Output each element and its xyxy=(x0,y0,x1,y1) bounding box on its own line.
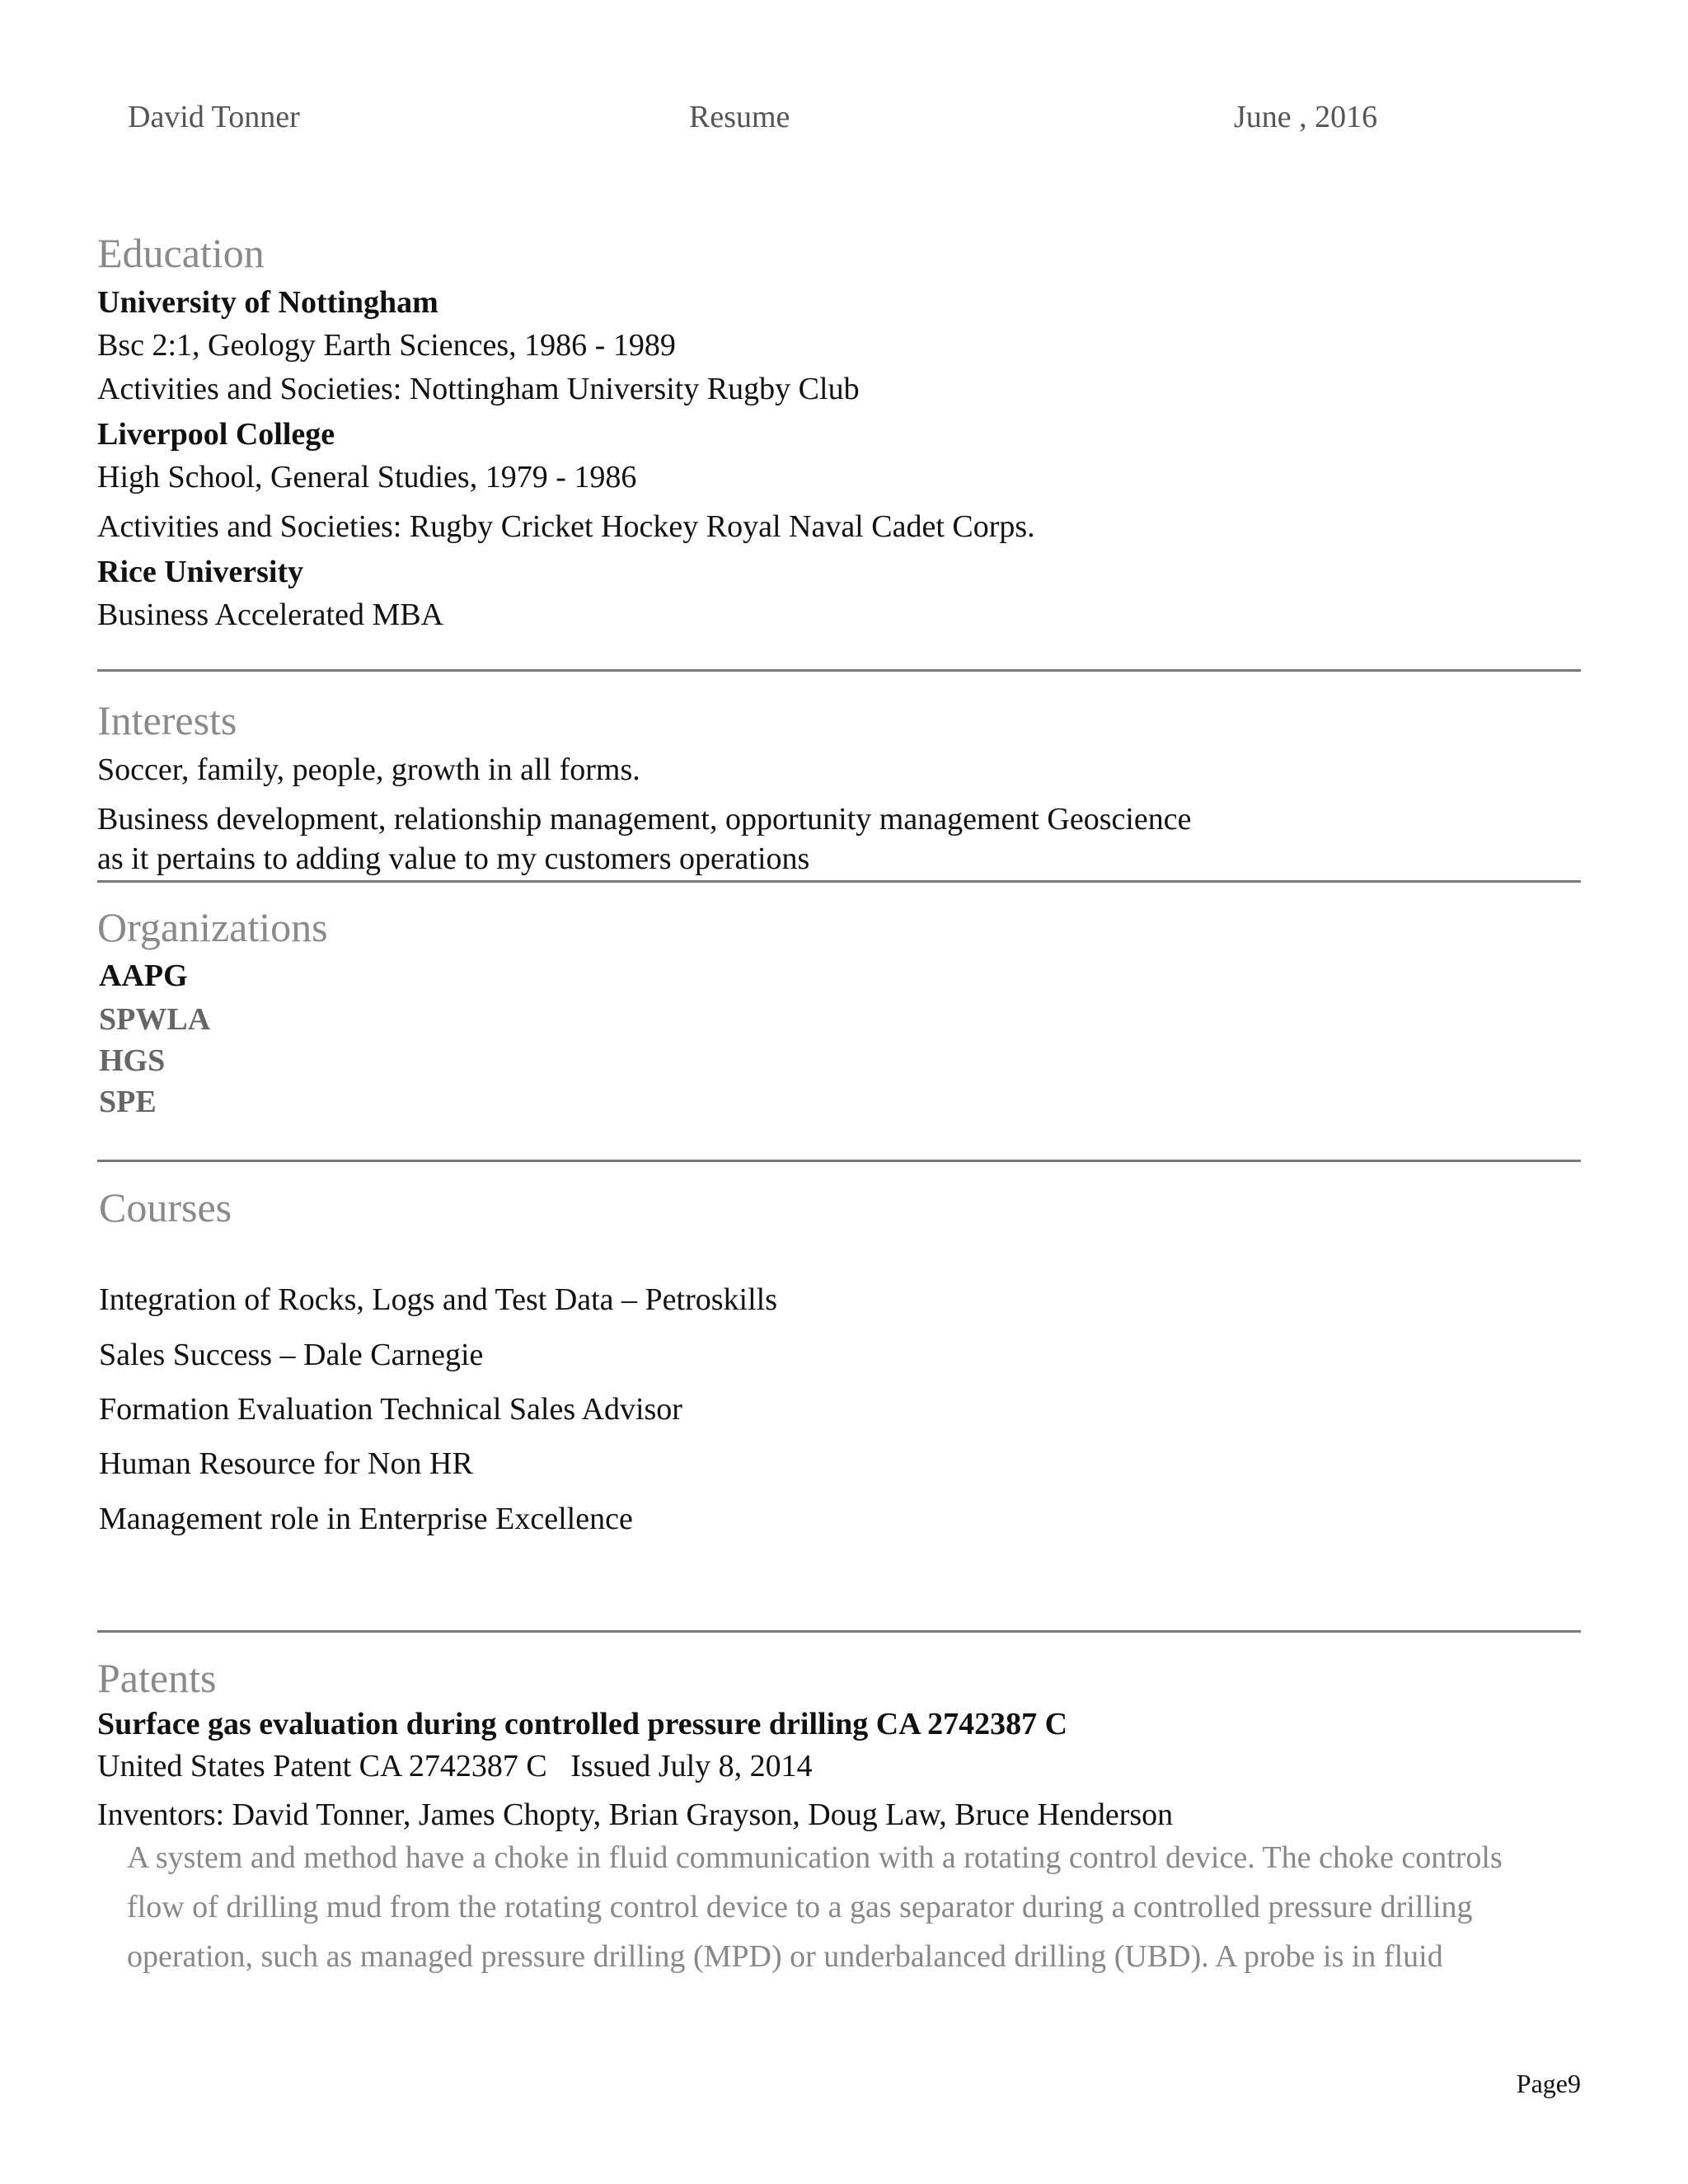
patent-issued: United States Patent CA 2742387 C Issued July 8, 2014 xyxy=(97,1749,813,1783)
section-divider xyxy=(97,1160,1581,1162)
education-activities: Activities and Societies: Nottingham University Rugby Club xyxy=(97,372,860,406)
course-item: Integration of Rocks, Logs and Test Data – Petroskills xyxy=(99,1282,778,1317)
education-school: University of Nottingham xyxy=(97,285,438,320)
page-number: Page9 xyxy=(1516,2069,1581,2098)
course-item: Human Resource for Non HR xyxy=(99,1446,473,1481)
course-item: Management role in Enterprise Excellence xyxy=(99,1502,633,1536)
patents-heading: Patents xyxy=(97,1655,217,1701)
course-item: Sales Success – Dale Carnegie xyxy=(99,1338,484,1372)
interests-line: Business development, relationship management, opportunity management Geoscience xyxy=(97,802,1192,837)
patent-abstract-line: flow of drilling mud from the rotating control device to a gas separator during a controlled pressure drilling xyxy=(127,1890,1473,1924)
interests-line: Soccer, family, people, growth in all forms. xyxy=(97,752,640,787)
education-school: Liverpool College xyxy=(97,417,335,452)
education-degree: Business Accelerated MBA xyxy=(97,598,444,632)
section-divider xyxy=(97,880,1581,883)
courses-heading: Courses xyxy=(99,1184,232,1230)
section-divider xyxy=(97,669,1581,672)
organization-item: SPE xyxy=(99,1085,157,1119)
education-degree: Bsc 2:1, Geology Earth Sciences, 1986 - 1989 xyxy=(97,328,676,363)
education-school: Rice University xyxy=(97,555,304,589)
organization-item: HGS xyxy=(99,1043,166,1078)
education-activities: Activities and Societies: Rugby Cricket Hockey Royal Naval Cadet Corps. xyxy=(97,509,1035,544)
header-doc-type: Resume xyxy=(689,100,790,134)
interests-line: as it pertains to adding value to my customers operations xyxy=(97,841,810,876)
header-date: June , 2016 xyxy=(1234,100,1378,134)
patent-abstract-line: A system and method have a choke in fluid communication with a rotating control device. The choke controls xyxy=(127,1840,1503,1875)
patent-title: Surface gas evaluation during controlled pressure drilling CA 2742387 C xyxy=(97,1707,1068,1741)
organization-item: AAPG xyxy=(99,958,188,993)
course-item: Formation Evaluation Technical Sales Advisor xyxy=(99,1392,682,1427)
interests-heading: Interests xyxy=(97,697,237,743)
organization-item: SPWLA xyxy=(99,1002,211,1037)
patent-inventors: Inventors: David Tonner, James Chopty, Brian Grayson, Doug Law, Bruce Henderson xyxy=(97,1797,1174,1832)
section-divider xyxy=(97,1630,1581,1633)
education-heading: Education xyxy=(97,230,265,276)
patent-abstract xyxy=(127,1833,1594,1981)
organizations-heading: Organizations xyxy=(97,904,328,950)
patent-abstract-line: operation, such as managed pressure drilling (MPD) or underbalanced drilling (UBD). A probe is in fluid xyxy=(127,1939,1443,1974)
header-name: David Tonner xyxy=(128,100,300,134)
education-degree: High School, General Studies, 1979 - 1986 xyxy=(97,460,637,494)
